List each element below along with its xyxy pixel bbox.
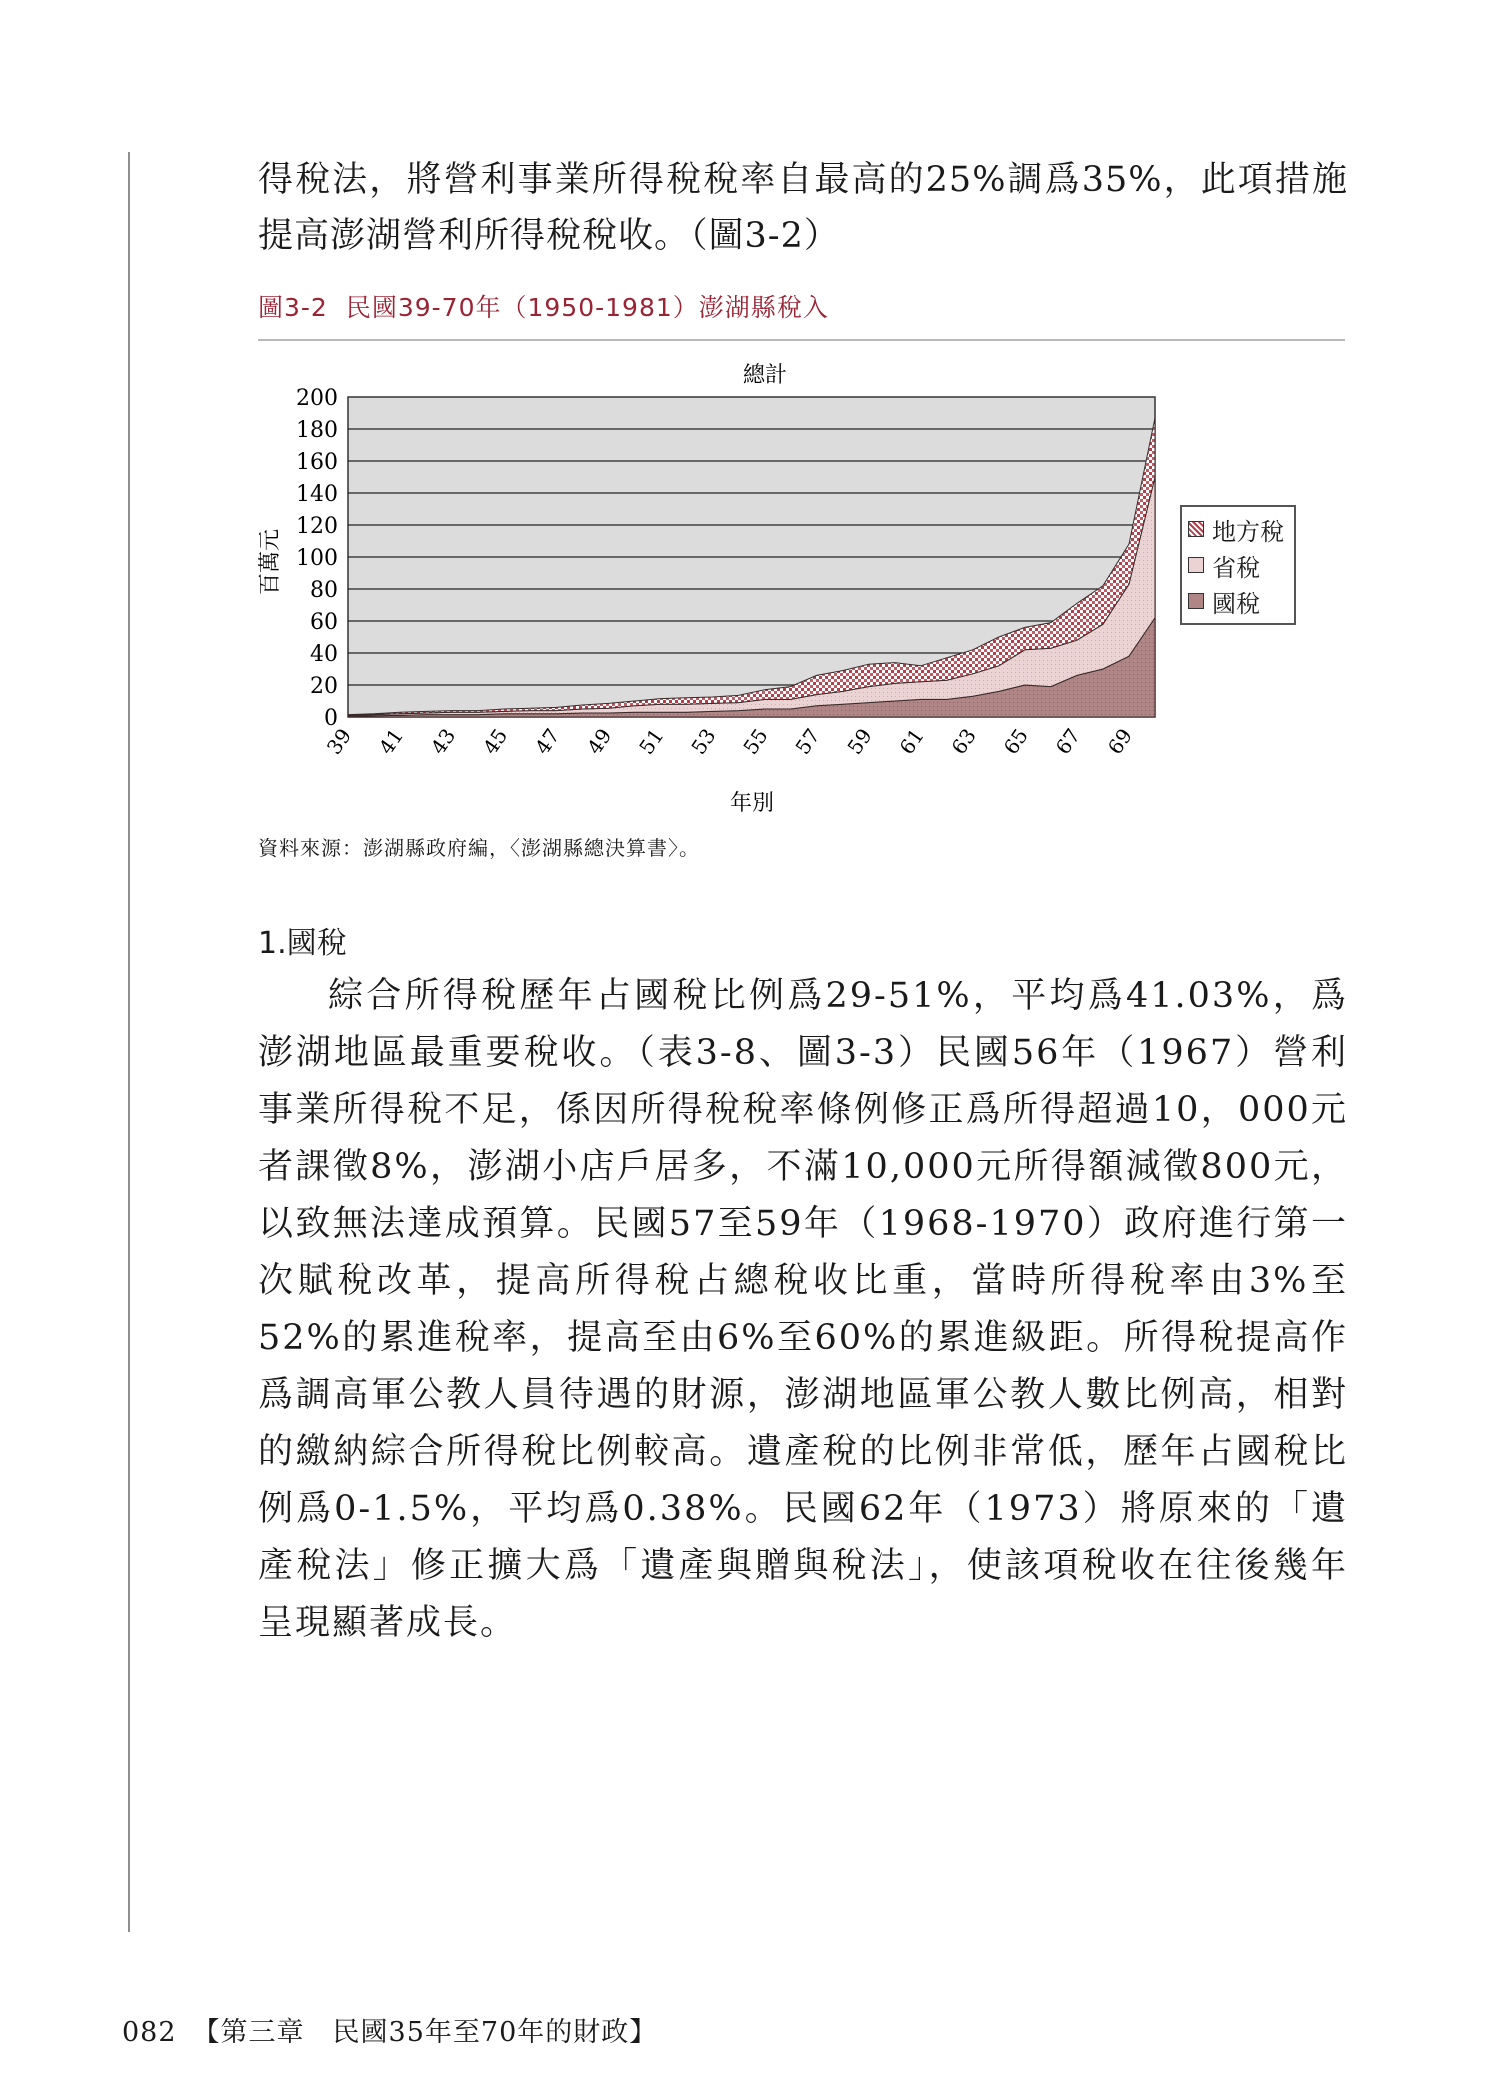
chart-svg xyxy=(255,352,1315,822)
y-tick-label: 160 xyxy=(296,450,338,475)
figure-source: 資料來源：澎湖縣政府編，〈澎湖縣總決算書〉。 xyxy=(258,836,700,860)
legend-swatch-national-tax xyxy=(1188,593,1204,609)
x-tick-label: 43 xyxy=(425,724,461,759)
x-tick-label: 69 xyxy=(1102,724,1138,759)
paragraph-top: 得稅法，將營利事業所得稅稅率自最高的25%調爲35%，此項措施提高澎湖營利所得稅稅收。（圖3-2） xyxy=(258,160,1348,256)
figure-caption xyxy=(258,288,847,324)
x-tick-label: 67 xyxy=(1050,724,1085,759)
figure-title: 民國39-70年（1950-1981）澎湖縣稅入 xyxy=(345,293,829,322)
x-tick-label: 49 xyxy=(582,724,617,759)
y-tick-label: 140 xyxy=(296,482,338,507)
y-tick-label: 80 xyxy=(310,578,338,603)
legend-swatch-local-tax xyxy=(1188,521,1204,537)
y-tick-label: 100 xyxy=(296,546,338,571)
y-tick-label: 0 xyxy=(324,706,338,731)
y-tick-label: 40 xyxy=(310,642,338,667)
x-tick-label: 39 xyxy=(321,724,357,759)
page-footer xyxy=(122,2010,657,2049)
x-tick-label: 61 xyxy=(894,724,929,759)
legend-label-provincial-tax: 省稅 xyxy=(1212,553,1260,582)
legend-item-local-tax xyxy=(1182,511,1294,547)
y-tick-label: 20 xyxy=(310,674,338,699)
x-tick-label: 57 xyxy=(790,724,825,759)
x-axis-label: 年別 xyxy=(729,791,775,816)
legend-label-local-tax: 地方稅 xyxy=(1212,517,1284,546)
x-tick-label: 65 xyxy=(998,724,1033,759)
y-tick-label: 120 xyxy=(296,514,338,539)
paragraph-body: 綜合所得稅歷年占國稅比例爲29-51%，平均爲41.03%，爲澎湖地區最重要稅收。（表3-8、圖3-3）民國56年（1967）營利事業所得稅不足，係因所得稅稅率條例修正爲所得超過10，000元者課徵8%，澎湖小店戶居多，不滿10,000元所得額減徵800元，以致無法達成預算。民國57至59年（1968-1970）政府進行第一次賦稅改革，提高所得稅占總稅收比重，當時所得稅率由3%至52%的累進稅率，提高至由6%至60%的累進級距。所得稅提高作爲調高軍公教人員待遇的財源，澎湖地區軍公教人數比例高，相對的繳納綜合所得稅比例較高。遺產稅的比例非常低，歷年占國稅比例爲0-1.5%，平均爲0.38%。民國62年（1973）將原來的「遺產稅法」修正擴大爲「遺產與贈與稅法」，使該項稅收在往後幾年呈現顯著成長。 xyxy=(258,976,1348,1643)
x-tick-label: 47 xyxy=(530,724,565,759)
page-number: 082 xyxy=(122,2017,177,2048)
legend-label-national-tax: 國稅 xyxy=(1212,589,1260,618)
figure-rule xyxy=(258,339,1345,341)
section-heading: 1.國稅 xyxy=(258,926,347,961)
x-tick-label: 63 xyxy=(946,724,981,759)
x-tick-label: 59 xyxy=(842,724,877,759)
legend-item-national-tax xyxy=(1182,583,1294,619)
x-tick-label: 53 xyxy=(686,724,721,759)
figure-number: 圖3-2 xyxy=(258,293,328,322)
stacked-area-chart xyxy=(255,352,1315,822)
x-tick-label: 51 xyxy=(634,724,669,759)
x-tick-label: 45 xyxy=(478,724,513,759)
y-tick-label: 200 xyxy=(296,386,338,411)
x-tick-label: 55 xyxy=(738,724,773,759)
legend-swatch-provincial-tax xyxy=(1188,557,1204,573)
x-tick-label: 41 xyxy=(373,724,409,759)
y-axis-label: 百萬元 xyxy=(258,528,283,596)
chart-legend xyxy=(1180,505,1296,625)
margin-rule xyxy=(128,152,130,1932)
y-tick-label: 180 xyxy=(296,418,338,443)
chapter-title: 【第三章 民國35年至70年的財政】 xyxy=(192,2017,658,2048)
legend-item-provincial-tax xyxy=(1182,547,1294,583)
y-tick-label: 60 xyxy=(310,610,338,635)
chart-title: 總計 xyxy=(742,363,788,388)
